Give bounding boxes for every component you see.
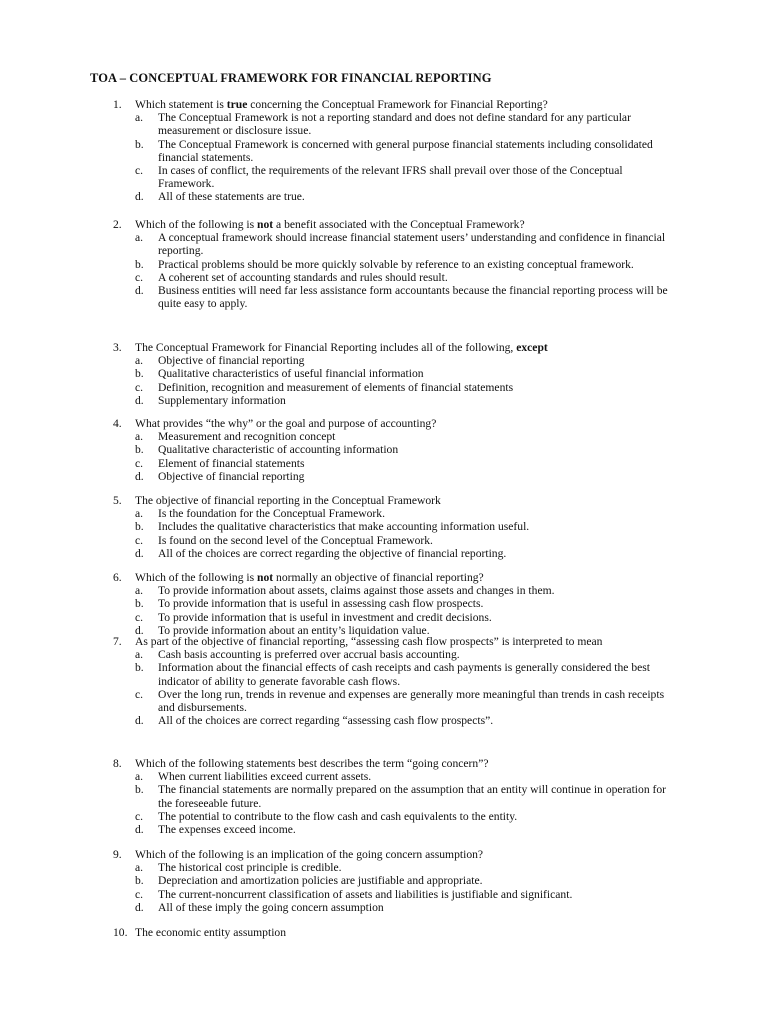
option-text: Qualitative characteristic of accounting information <box>158 443 399 457</box>
question-emphasis: except <box>516 341 548 354</box>
option-letter: a. <box>135 770 144 784</box>
question-10 <box>113 926 675 939</box>
question-number: 8. <box>113 757 122 770</box>
option-text: Measurement and recognition concept <box>158 430 336 444</box>
question-9 <box>113 848 675 914</box>
question-stem <box>113 635 675 648</box>
answer-option <box>135 470 675 483</box>
option-text: Practical problems should be more quickly solvable by reference to an existing conceptual framework. <box>158 257 634 271</box>
option-text: Information about the financial effects of cash receipts and cash payments is generally considered the best indicator of ability to generate favorable cash flows. <box>158 661 651 688</box>
question-stem <box>113 98 675 111</box>
answer-option <box>135 138 675 164</box>
answer-option <box>135 367 675 380</box>
option-letter: b. <box>135 783 144 797</box>
option-text: The financial statements are normally prepared on the assumption that an entity will continue in operation for the foreseeable future. <box>158 783 667 810</box>
option-letter: a. <box>135 584 144 598</box>
question-number: 5. <box>113 494 122 507</box>
option-letter: c. <box>135 687 144 701</box>
question-text <box>135 98 675 111</box>
option-letter: a. <box>135 430 144 444</box>
option-text: Cash basis accounting is preferred over accrual basis accounting. <box>158 648 460 662</box>
question-number: 9. <box>113 848 122 861</box>
option-letter: d. <box>135 900 144 914</box>
answer-option <box>135 111 675 137</box>
answer-options <box>135 861 675 914</box>
option-text: To provide information about an entity’s liquidation value. <box>158 623 430 637</box>
question-text-part: The objective of financial reporting in the Conceptual Framework <box>135 494 441 507</box>
answer-options <box>135 111 675 203</box>
answer-option <box>135 394 675 407</box>
answer-option <box>135 823 675 836</box>
question-text-part: Which of the following is <box>135 218 258 231</box>
question-text <box>135 635 675 648</box>
option-text: Definition, recognition and measurement of elements of financial statements <box>158 380 514 394</box>
answer-option <box>135 611 675 624</box>
answer-option <box>135 810 675 823</box>
option-letter: b. <box>135 367 144 381</box>
option-letter: a. <box>135 648 144 662</box>
option-letter: c. <box>135 380 144 394</box>
answer-options <box>135 648 675 727</box>
question-stem <box>113 417 675 430</box>
option-letter: d. <box>135 190 144 204</box>
option-text: The Conceptual Framework is concerned with general purpose financial statements including consolidated financial statements. <box>158 137 653 164</box>
question-6 <box>113 571 675 637</box>
answer-option <box>135 164 675 190</box>
answer-options <box>135 231 675 310</box>
answer-option <box>135 258 675 271</box>
question-text-part: The Conceptual Framework for Financial Reporting includes all of the following, <box>135 341 517 354</box>
option-letter: a. <box>135 111 144 125</box>
option-text: Objective of financial reporting <box>158 354 305 368</box>
option-letter: d. <box>135 469 144 483</box>
option-text: The expenses exceed income. <box>158 823 296 837</box>
answer-option <box>135 874 675 887</box>
question-stem <box>113 848 675 861</box>
question-text-part: concerning the Conceptual Framework for Financial Reporting? <box>247 98 548 111</box>
option-text: A coherent set of accounting standards and rules should result. <box>158 270 448 284</box>
question-text <box>135 571 675 584</box>
question-emphasis: not <box>257 218 274 231</box>
question-1 <box>113 98 675 204</box>
question-text-part: normally an objective of financial reporting? <box>273 571 484 584</box>
answer-options <box>135 584 675 637</box>
option-text: Supplementary information <box>158 393 286 407</box>
option-text: In cases of conflict, the requirements of the relevant IFRS shall prevail over those of the Conceptual Framework. <box>158 164 623 191</box>
answer-option <box>135 443 675 456</box>
question-emphasis: not <box>257 571 274 584</box>
option-text: Over the long run, trends in revenue and expenses are generally more meaningful than trends in cash receipts and disbursements. <box>158 687 665 715</box>
answer-option <box>135 507 675 520</box>
question-text <box>135 848 675 861</box>
question-text-part: Which of the following statements best describes the term “going concern”? <box>135 757 489 770</box>
answer-option <box>135 430 675 443</box>
question-text-part: What provides “the why” or the goal and purpose of accounting? <box>135 417 437 430</box>
answer-option <box>135 901 675 914</box>
answer-option <box>135 520 675 533</box>
option-letter: c. <box>135 456 144 470</box>
question-text <box>135 218 675 231</box>
question-stem <box>113 757 675 770</box>
question-8 <box>113 757 675 836</box>
option-text: The potential to contribute to the flow cash and cash equivalents to the entity. <box>158 809 518 823</box>
option-text: When current liabilities exceed current assets. <box>158 770 372 784</box>
option-letter: b. <box>135 257 144 271</box>
option-text: To provide information that is useful in investment and credit decisions. <box>158 610 492 624</box>
answer-option <box>135 661 675 687</box>
option-text: To provide information that is useful in assessing cash flow prospects. <box>158 597 484 611</box>
option-text: All of the choices are correct regarding the objective of financial reporting. <box>158 546 507 560</box>
option-letter: b. <box>135 874 144 888</box>
option-letter: b. <box>135 137 144 151</box>
answer-option <box>135 284 675 310</box>
option-text: Qualitative characteristics of useful financial information <box>158 367 424 381</box>
question-emphasis: true <box>226 98 248 111</box>
question-2 <box>113 218 675 310</box>
answer-options <box>135 770 675 836</box>
option-letter: a. <box>135 354 144 368</box>
answer-option <box>135 354 675 367</box>
question-text-part: Which of the following is an implication of the going concern assumption? <box>135 848 484 861</box>
question-text <box>135 417 675 430</box>
option-letter: c. <box>135 887 144 901</box>
question-stem <box>113 218 675 231</box>
answer-option <box>135 190 675 203</box>
answer-option <box>135 457 675 470</box>
option-letter: b. <box>135 443 144 457</box>
answer-option <box>135 648 675 661</box>
option-letter: b. <box>135 520 144 534</box>
document-title: TOA – CONCEPTUAL FRAMEWORK FOR FINANCIAL REPORTING <box>90 71 492 85</box>
option-letter: a. <box>135 507 144 521</box>
option-text: Is found on the second level of the Conceptual Framework. <box>158 533 433 547</box>
option-text: To provide information about assets, claims against those assets and changes in them. <box>158 584 555 598</box>
option-text: Business entities will need far less assistance form accountants because the financial reporting process will be quite easy to apply. <box>158 284 668 311</box>
question-number: 6. <box>113 571 122 584</box>
question-number: 2. <box>113 218 122 231</box>
option-text: All of these imply the going concern assumption <box>158 900 384 914</box>
option-letter: c. <box>135 610 144 624</box>
question-3 <box>113 341 675 407</box>
option-letter: d. <box>135 823 144 837</box>
question-text-part: The economic entity assumption <box>135 926 287 939</box>
answer-options <box>135 430 675 483</box>
answer-option <box>135 584 675 597</box>
answer-option <box>135 888 675 901</box>
option-text: Includes the qualitative characteristics that make accounting information useful. <box>158 520 530 534</box>
question-stem <box>113 571 675 584</box>
question-number: 1. <box>113 98 122 111</box>
question-number: 4. <box>113 417 122 430</box>
option-text: Depreciation and amortization policies are justifiable and appropriate. <box>158 874 483 888</box>
option-text: The historical cost principle is credible. <box>158 861 342 875</box>
option-letter: a. <box>135 861 144 875</box>
option-letter: c. <box>135 533 144 547</box>
option-letter: d. <box>135 546 144 560</box>
answer-option <box>135 861 675 874</box>
answer-option <box>135 688 675 714</box>
question-number: 7. <box>113 635 122 648</box>
option-letter: c. <box>135 270 144 284</box>
answer-option <box>135 597 675 610</box>
question-stem <box>113 926 675 939</box>
question-number: 3. <box>113 341 122 354</box>
question-text-part: Which statement is <box>135 98 227 111</box>
option-letter: d. <box>135 284 144 298</box>
question-text <box>135 926 675 939</box>
option-text: A conceptual framework should increase financial statement users’ understanding and confidence in financial reporting. <box>158 231 666 258</box>
question-number: 10. <box>113 926 128 939</box>
answer-option <box>135 381 675 394</box>
answer-option <box>135 271 675 284</box>
answer-options <box>135 354 675 407</box>
option-text: Element of financial statements <box>158 456 305 470</box>
answer-option <box>135 231 675 257</box>
option-letter: a. <box>135 231 144 245</box>
answer-option <box>135 714 675 727</box>
option-text: Objective of financial reporting <box>158 469 305 483</box>
question-text <box>135 494 675 507</box>
option-text: The Conceptual Framework is not a reporting standard and does not define standard for any particular measurement or disclosure issue. <box>158 111 631 138</box>
answer-options <box>135 507 675 560</box>
option-letter: c. <box>135 809 144 823</box>
question-4 <box>113 417 675 483</box>
option-text: All of these statements are true. <box>158 190 305 204</box>
question-stem <box>113 494 675 507</box>
question-text-part: Which of the following is <box>135 571 258 584</box>
question-text-part: a benefit associated with the Conceptual Framework? <box>273 218 525 231</box>
question-7 <box>113 635 675 727</box>
answer-option <box>135 783 675 809</box>
answer-option <box>135 770 675 783</box>
question-text-part: As part of the objective of financial reporting, “assessing cash flow prospects” is interpreted to mean <box>135 635 603 648</box>
question-text <box>135 341 675 354</box>
option-letter: b. <box>135 661 144 675</box>
question-5 <box>113 494 675 560</box>
question-stem <box>113 341 675 354</box>
option-text: Is the foundation for the Conceptual Framework. <box>158 507 385 521</box>
option-text: The current-noncurrent classification of assets and liabilities is justifiable and significant. <box>158 887 573 901</box>
question-text <box>135 757 675 770</box>
option-letter: d. <box>135 623 144 637</box>
option-letter: d. <box>135 714 144 728</box>
option-text: All of the choices are correct regarding “assessing cash flow prospects”. <box>158 714 494 728</box>
option-letter: d. <box>135 393 144 407</box>
answer-option <box>135 534 675 547</box>
option-letter: b. <box>135 597 144 611</box>
option-letter: c. <box>135 164 144 178</box>
answer-option <box>135 547 675 560</box>
